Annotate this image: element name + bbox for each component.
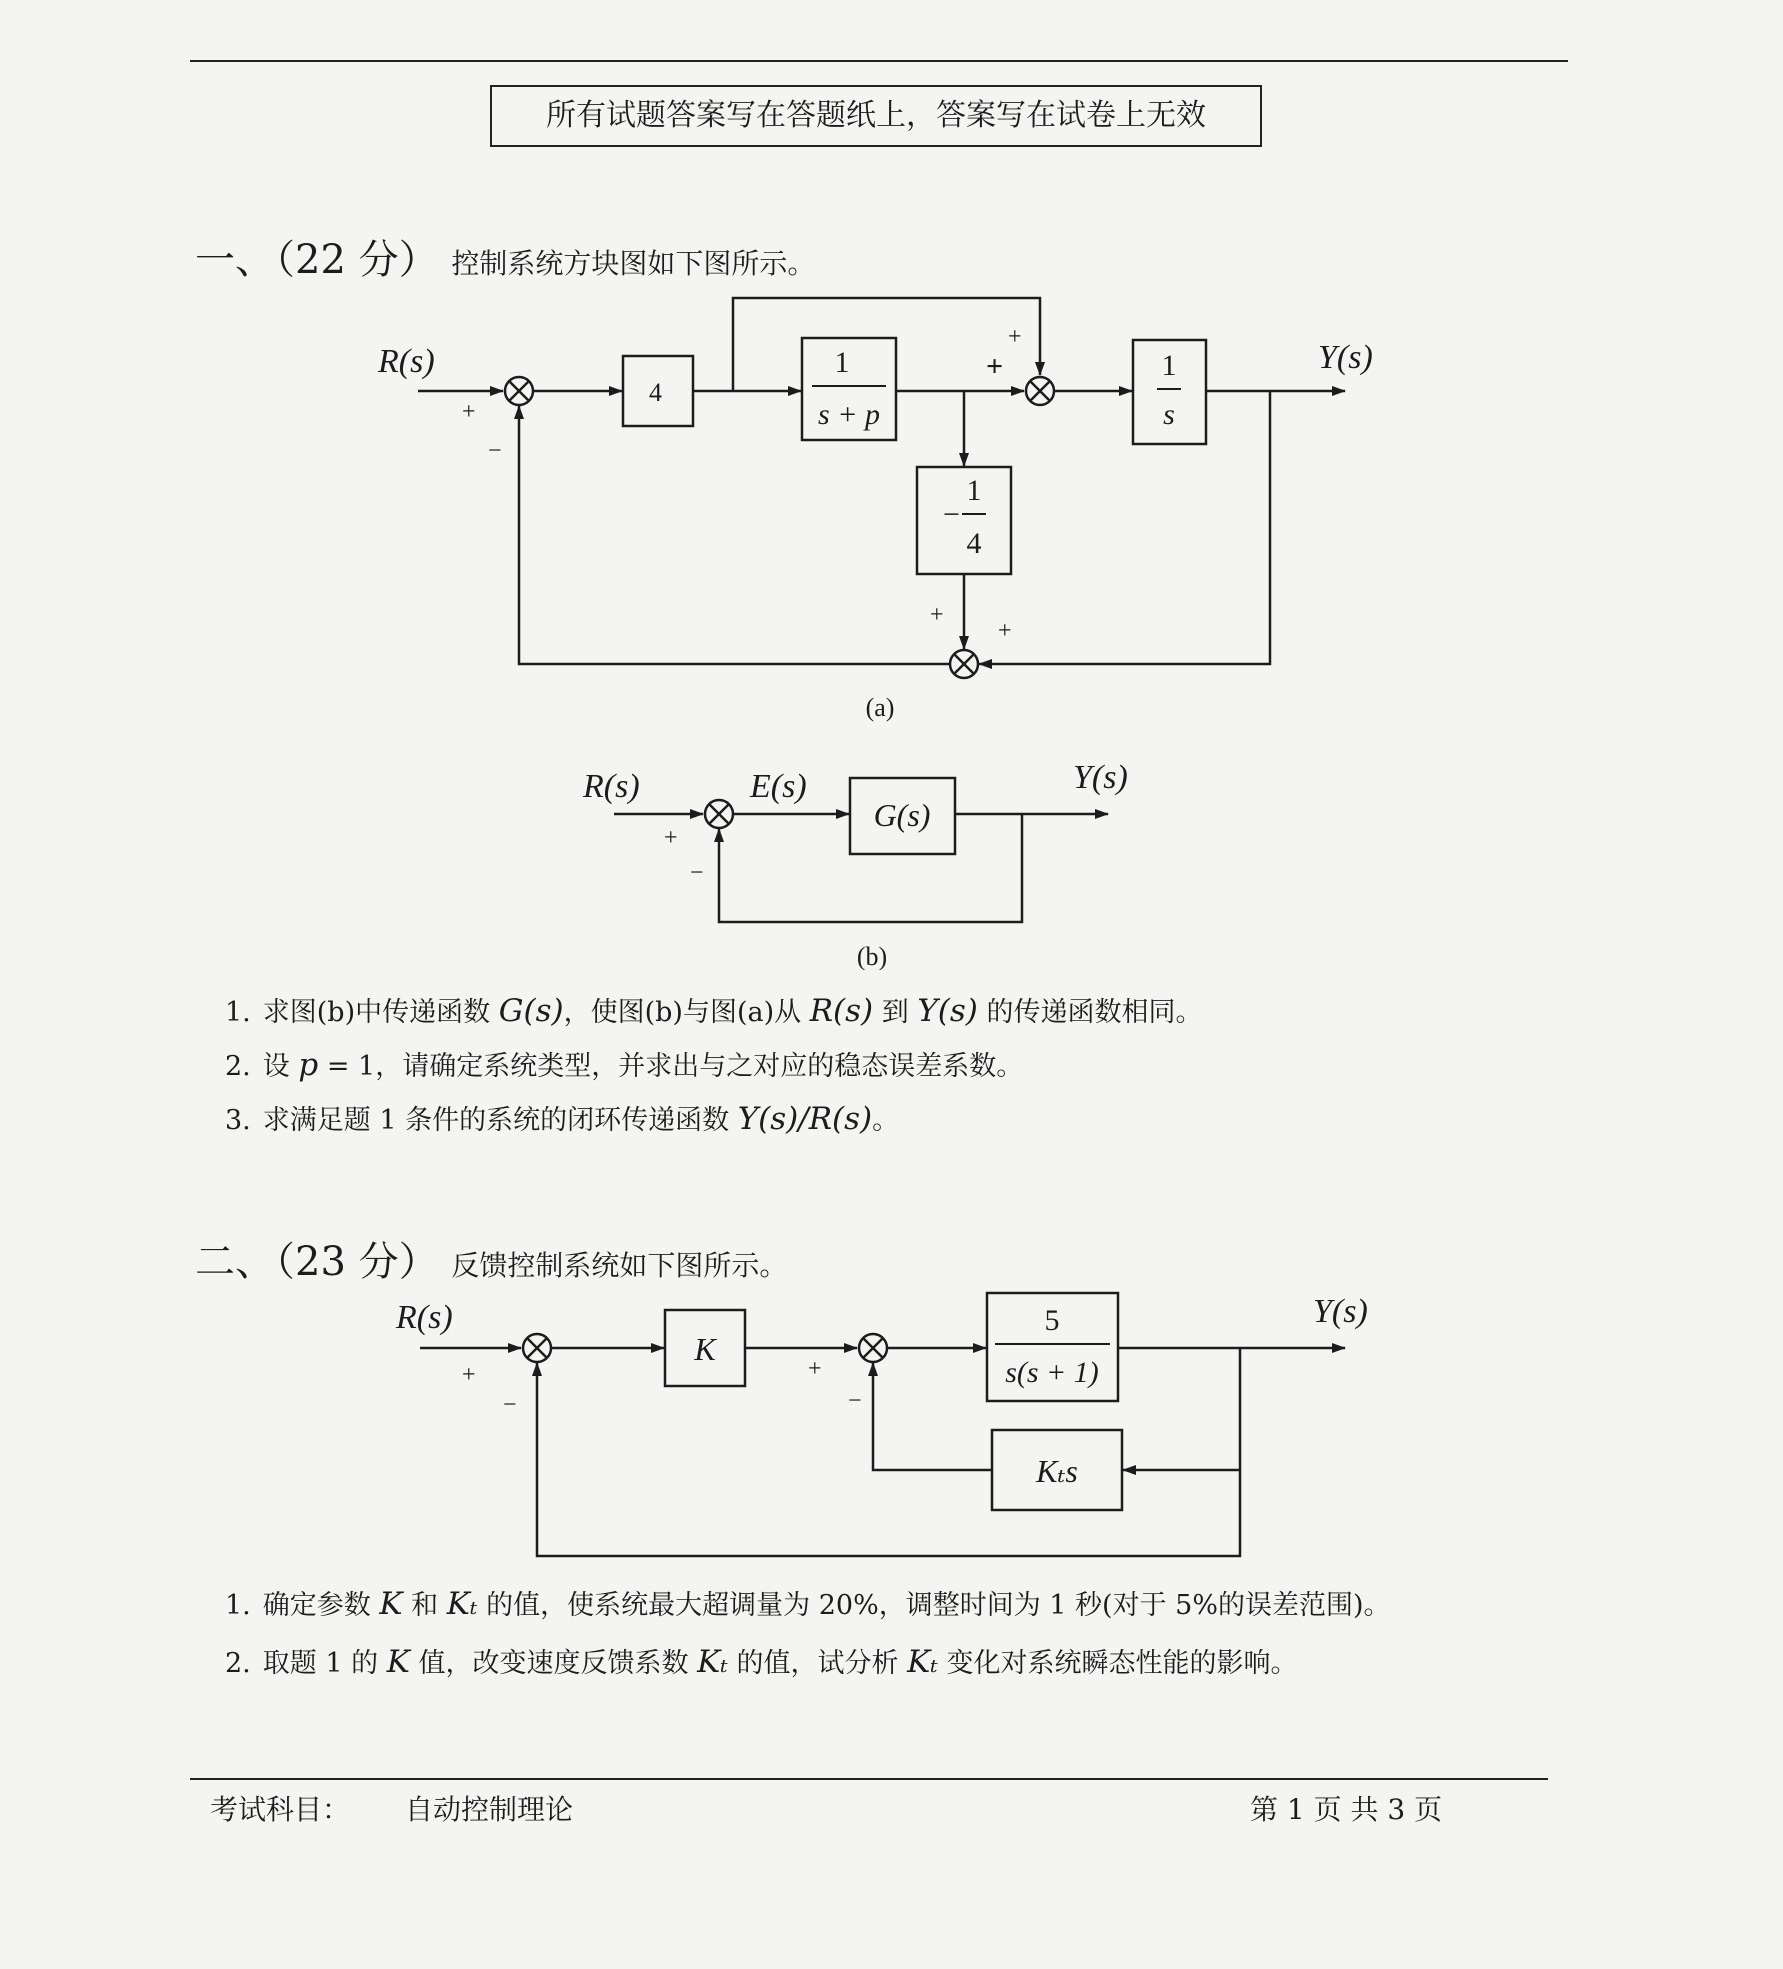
q2-sign-minus-1: −	[503, 1392, 517, 1418]
q2-item-2: 2. 取题 1 的 K 值，改变速度反馈系数 Kₜ 的值，试分析 Kₜ 变化对系统瞬态性能的影响。	[225, 1644, 1298, 1680]
a-output-label: Y(s)	[1318, 339, 1373, 376]
a-block3-den: 4	[966, 527, 982, 560]
q1-text: 控制系统方块图如下图所示。	[451, 247, 816, 280]
footer-subject: 自动控制理论	[405, 1793, 574, 1826]
footer-page-info: 第 1 页 共 3 页	[1250, 1793, 1443, 1826]
q2-input-label: R(s)	[396, 1299, 453, 1336]
a-block1-den: s + p	[818, 398, 880, 431]
b-input-label: R(s)	[583, 768, 640, 805]
a-sign-plus-5: +	[998, 618, 1012, 644]
a-block3-sign: −	[943, 498, 960, 531]
b-block-label: G(s)	[873, 797, 931, 833]
a-block2-num: 1	[1161, 349, 1177, 382]
q1-number: 一、	[195, 237, 275, 283]
q2-sign-minus-2: −	[848, 1388, 862, 1414]
a-sign-minus-1: −	[488, 438, 502, 464]
q2-plant-num: 5	[1044, 1304, 1060, 1337]
q2-sign-plus-1: +	[462, 1362, 476, 1388]
a-sign-plus-4: +	[930, 602, 944, 628]
block-diagram-q2	[0, 1260, 1783, 1570]
b-error-label: E(s)	[750, 768, 807, 805]
q2-feedback-text: Kₜs	[1036, 1453, 1078, 1489]
q2-gain-text: K	[694, 1331, 716, 1367]
wire-q2-main-feedback	[537, 1363, 1240, 1556]
b-sign-minus: −	[690, 860, 704, 886]
q2-points: （23 分）	[275, 1239, 439, 1285]
q1-item-3: 3. 求满足题 1 条件的系统的闭环传递函数 Y(s)/R(s)。	[225, 1101, 900, 1137]
wire-a-output-feedback	[979, 391, 1270, 664]
b-output-label: Y(s)	[1073, 759, 1128, 796]
wire-b-feedback	[719, 814, 1022, 922]
bottom-rule	[190, 1778, 1548, 1780]
a-gain-text: 4	[649, 378, 662, 407]
q2-number: 二、	[195, 1239, 275, 1285]
a-block2-den: s	[1163, 398, 1175, 431]
a-block3-num: 1	[966, 474, 982, 507]
q2-plant-den: s(s + 1)	[1005, 1356, 1099, 1389]
a-input-label: R(s)	[378, 343, 435, 380]
q2-text: 反馈控制系统如下图所示。	[451, 1249, 788, 1282]
b-sign-plus: +	[664, 825, 678, 851]
a-sign-plus-3: +	[986, 350, 1004, 383]
q2-item-1: 1. 确定参数 K 和 Kₜ 的值，使系统最大超调量为 20%，调整时间为 1 秒(对于 5%的误差范围)。	[225, 1586, 1391, 1622]
wire-a-main-feedback	[519, 406, 950, 664]
block-minus-1-over-4	[917, 467, 1011, 574]
a-sign-plus-1: +	[462, 399, 476, 425]
q1-item-1: 1. 求图(b)中传递函数 G(s)，使图(b)与图(a)从 R(s) 到 Y(s) 的传递函数相同。	[225, 993, 1203, 1029]
a-sign-plus-2: +	[1008, 324, 1022, 350]
q1-points: （22 分）	[275, 237, 439, 283]
q1-item-2: 2. 设 p = 1，请确定系统类型，并求出与之对应的稳态误差系数。	[225, 1047, 1024, 1083]
q2-output-label: Y(s)	[1313, 1293, 1368, 1330]
q2-sign-plus-2: +	[808, 1356, 822, 1382]
a-block1-num: 1	[834, 346, 850, 379]
footer-subject-label: 考试科目：	[210, 1793, 351, 1826]
exam-notice: 所有试题答案写在答题纸上，答案写在试卷上无效	[490, 85, 1262, 147]
a-caption: (a)	[865, 693, 895, 722]
block-diagram-b	[0, 740, 1783, 970]
b-caption: (b)	[856, 942, 888, 970]
